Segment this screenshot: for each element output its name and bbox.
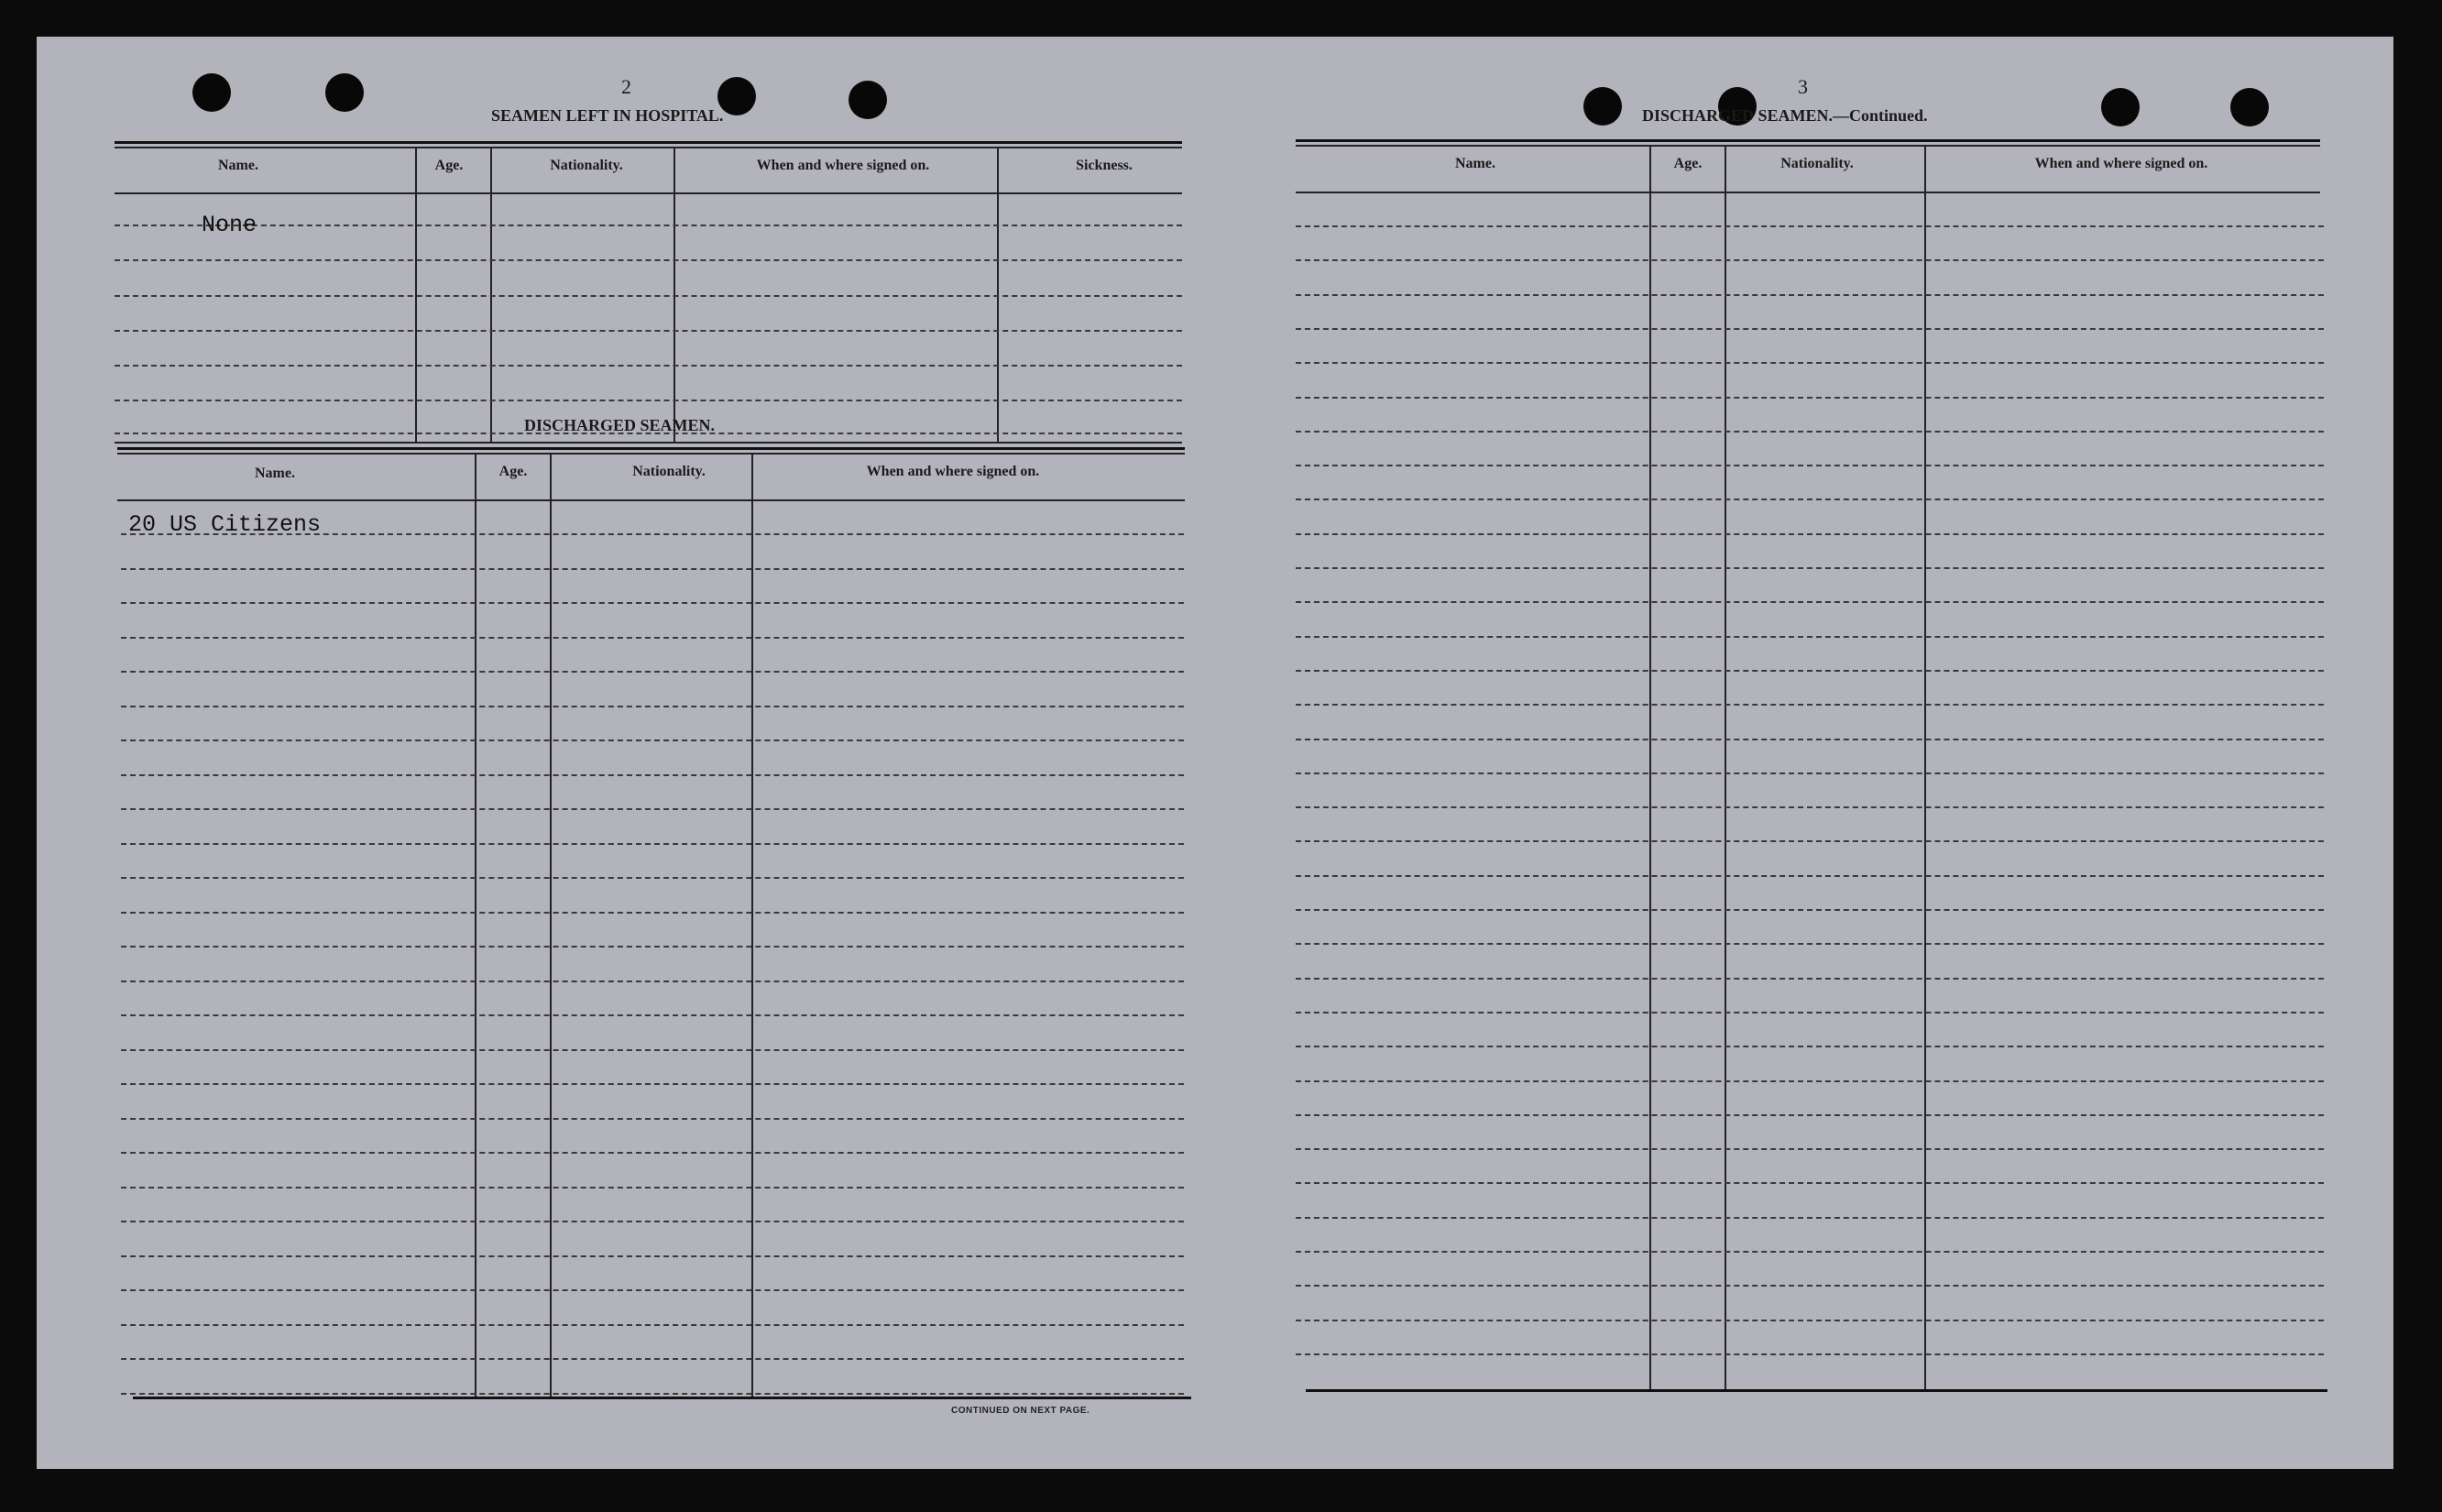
column-header-signed-on: When and where signed on. (866, 464, 1040, 479)
table-rule (117, 453, 1185, 455)
entry-line (121, 1049, 1184, 1051)
table-rule (1296, 145, 2320, 147)
entry-line (1296, 1114, 2324, 1116)
column-header-name: Name. (1455, 156, 1495, 171)
entry-line (1296, 1046, 2324, 1047)
discharged-section-title: DISCHARGED SEAMEN. (524, 416, 716, 434)
punch-hole (192, 73, 231, 112)
page-number: 2 (621, 75, 631, 98)
table-rule (115, 141, 1182, 144)
column-divider (673, 147, 675, 442)
table-rule (115, 192, 1182, 194)
entry-line (1296, 567, 2324, 569)
entry-line (115, 400, 1182, 401)
entry-line (1296, 943, 2324, 945)
entry-line (121, 1393, 1184, 1395)
punch-hole (325, 73, 364, 112)
entry-line (121, 740, 1184, 741)
entry-line (1296, 499, 2324, 500)
table-rule (117, 499, 1185, 501)
entry-line (115, 259, 1182, 261)
entry-line (1296, 739, 2324, 740)
entry-line (1296, 840, 2324, 842)
document-sheet (37, 37, 2393, 1469)
entry-line (1296, 431, 2324, 433)
entry-line (1296, 259, 2324, 261)
page-number: 3 (1798, 75, 1808, 98)
continued-note: CONTINUED ON NEXT PAGE. (951, 1406, 1090, 1416)
column-header-name: Name. (218, 158, 258, 173)
punch-hole (849, 81, 887, 119)
entry-line (121, 808, 1184, 810)
entry-line (1296, 978, 2324, 980)
entry-line (1296, 875, 2324, 877)
punch-hole (2230, 88, 2269, 126)
entry-line (1296, 362, 2324, 364)
table-rule (115, 442, 1182, 444)
column-header-signed-on: When and where signed on. (756, 158, 930, 173)
entry-line (1296, 328, 2324, 330)
entry-line (115, 365, 1182, 367)
entry-line (121, 1152, 1184, 1154)
entry-line (121, 843, 1184, 845)
entry-line (1296, 1080, 2324, 1082)
entry-line (115, 330, 1182, 332)
entry-line (121, 946, 1184, 948)
entry-line (1296, 1217, 2324, 1219)
column-divider (997, 147, 999, 442)
entry-line (1296, 1285, 2324, 1287)
entry-line (121, 1358, 1184, 1360)
column-divider (1649, 145, 1651, 1389)
entry-line (1296, 772, 2324, 774)
entry-line (1296, 1251, 2324, 1253)
table-rule (1296, 192, 2320, 193)
entry-line (121, 637, 1184, 639)
table-rule (133, 1397, 1191, 1399)
table-rule (1306, 1389, 2327, 1392)
column-header-age: Age. (498, 464, 528, 479)
column-header-nationality: Nationality. (550, 158, 623, 173)
entry-line (1296, 225, 2324, 227)
entry-line (121, 774, 1184, 776)
entry-line (1296, 670, 2324, 672)
entry-line (121, 1083, 1184, 1085)
entry-line (121, 671, 1184, 673)
column-header-age: Age. (434, 158, 464, 173)
column-header-sickness: Sickness. (1076, 158, 1133, 173)
column-header-name: Name. (255, 466, 295, 481)
entry-line (121, 1255, 1184, 1257)
entry-line (121, 1324, 1184, 1326)
entry-line (1296, 1320, 2324, 1321)
entry-line (121, 1118, 1184, 1120)
entry-line (1296, 636, 2324, 638)
entry-line (115, 295, 1182, 297)
entry-line (1296, 294, 2324, 296)
entry-line (1296, 1012, 2324, 1013)
entry-line (1296, 806, 2324, 808)
entry-line (121, 706, 1184, 707)
discharged-entry: 20 US Citizens (128, 511, 322, 538)
hospital-entry: None (202, 212, 257, 238)
column-header-nationality: Nationality. (1780, 156, 1854, 171)
column-divider (1924, 145, 1926, 1389)
entry-line (121, 568, 1184, 570)
entry-line (115, 225, 1182, 226)
entry-line (1296, 601, 2324, 603)
entry-line (1296, 909, 2324, 911)
entry-line (1296, 397, 2324, 399)
table-rule (115, 147, 1182, 148)
page-title: DISCHARGED SEAMEN.—Continued. (1642, 106, 1928, 125)
table-rule (117, 447, 1185, 450)
column-header-age: Age. (1673, 156, 1703, 171)
column-header-signed-on: When and where signed on. (2034, 156, 2208, 171)
punch-hole (2101, 88, 2140, 126)
entry-line (121, 1221, 1184, 1222)
entry-line (1296, 1148, 2324, 1150)
column-divider (415, 147, 417, 442)
entry-line (121, 877, 1184, 879)
column-divider (490, 147, 492, 442)
entry-line (121, 912, 1184, 914)
entry-line (121, 1289, 1184, 1291)
column-header-nationality: Nationality. (632, 464, 706, 479)
entry-line (121, 1014, 1184, 1016)
table-rule (1296, 139, 2320, 142)
entry-line (1296, 1353, 2324, 1355)
entry-line (121, 602, 1184, 604)
hospital-section-title: SEAMEN LEFT IN HOSPITAL. (491, 106, 724, 125)
entry-line (121, 1187, 1184, 1189)
column-divider (1725, 145, 1726, 1389)
punch-hole (1583, 87, 1622, 126)
entry-line (121, 981, 1184, 982)
entry-line (1296, 1182, 2324, 1184)
entry-line (1296, 533, 2324, 535)
entry-line (1296, 465, 2324, 466)
entry-line (1296, 704, 2324, 706)
